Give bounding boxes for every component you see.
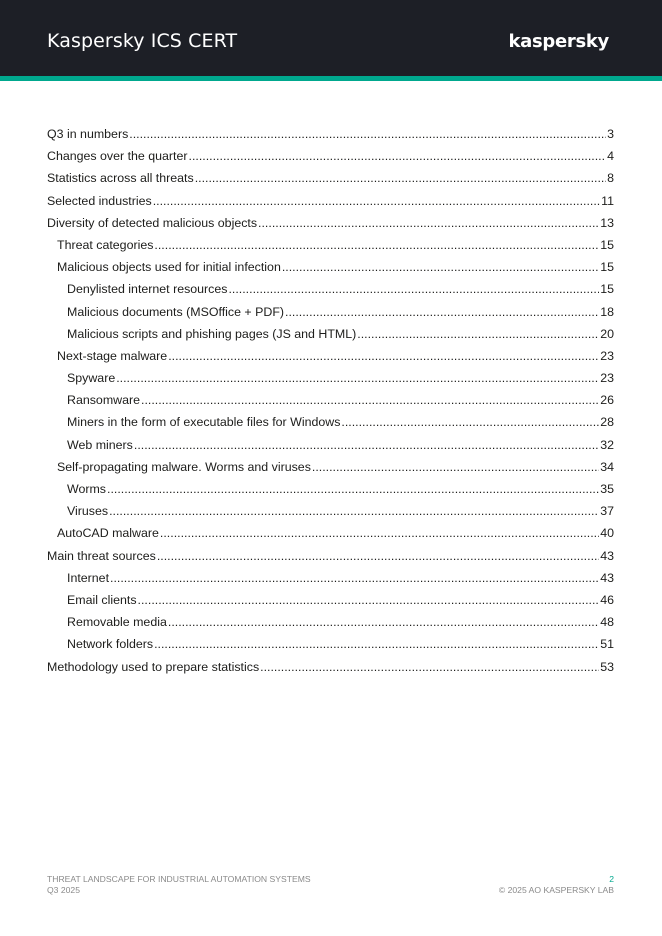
toc-dot-leader xyxy=(154,633,599,655)
footer-left xyxy=(47,874,311,896)
toc-entry-title: AutoCAD malware xyxy=(57,526,159,541)
toc-entry[interactable] xyxy=(47,567,614,589)
toc-entry-title: Malicious documents (MSOffice + PDF) xyxy=(67,304,285,319)
toc-entry-title: Malicious objects used for initial infection xyxy=(57,260,281,275)
toc-entry[interactable] xyxy=(47,367,614,389)
footer-page-number: 2 xyxy=(609,874,614,884)
toc-entry-page: 46 xyxy=(600,592,614,607)
toc-entry-page: 40 xyxy=(600,526,614,541)
toc-entry-title: Diversity of detected malicious objects xyxy=(47,215,258,230)
toc-entry-page: 4 xyxy=(607,149,614,164)
toc-entry-title: Removable media xyxy=(67,615,167,630)
toc-entry-page: 23 xyxy=(600,348,614,363)
toc-entry[interactable] xyxy=(47,633,614,655)
toc-entry[interactable] xyxy=(47,190,614,212)
toc-entry-page: 3 xyxy=(607,127,614,141)
toc-entry[interactable] xyxy=(47,411,614,433)
toc-entry[interactable] xyxy=(47,500,614,522)
footer-right xyxy=(499,874,614,896)
toc-dot-leader xyxy=(110,567,599,589)
toc-entry-title: Internet xyxy=(67,570,110,585)
toc-dot-leader xyxy=(195,167,606,189)
toc-entry-page: 15 xyxy=(600,282,614,297)
toc-entry-page: 51 xyxy=(600,637,614,652)
toc-entry[interactable] xyxy=(47,478,614,500)
footer-period: Q3 2025 xyxy=(47,885,80,895)
toc-dot-leader xyxy=(168,611,599,633)
toc-dot-leader xyxy=(312,456,599,478)
toc-entry-page: 15 xyxy=(600,237,614,252)
toc-entry-page: 18 xyxy=(600,304,614,319)
toc-entry-page: 35 xyxy=(600,482,614,496)
toc-entry-page: 15 xyxy=(600,260,614,275)
toc-entry-title: Spyware xyxy=(67,371,116,386)
toc-entry-title: Main threat sources xyxy=(47,548,156,563)
toc-entry-page: 37 xyxy=(600,504,614,519)
toc-dot-leader xyxy=(160,522,599,544)
toc-entry-page: 48 xyxy=(600,615,614,630)
toc-entry-page: 23 xyxy=(600,371,614,386)
toc-dot-leader xyxy=(134,434,599,456)
toc-dot-leader xyxy=(260,656,599,678)
toc-dot-leader xyxy=(168,345,599,367)
toc-entry-page: 53 xyxy=(600,659,614,674)
toc-dot-leader xyxy=(228,278,599,300)
toc-entry-title: Miners in the form of executable files for Windows xyxy=(67,415,341,430)
toc-entry-title: Worms xyxy=(67,482,107,496)
toc-entry[interactable] xyxy=(47,589,614,611)
table-of-contents xyxy=(47,123,614,678)
page-header xyxy=(0,0,662,76)
toc-entry-title: Email clients xyxy=(67,592,137,607)
toc-entry-title: Denylisted internet resources xyxy=(67,282,228,297)
report-brand-title: Kaspersky ICS CERT xyxy=(47,30,238,52)
toc-entry-title: Ransomware xyxy=(67,393,140,408)
toc-entry-page: 11 xyxy=(601,193,614,208)
toc-entry[interactable] xyxy=(47,323,614,345)
toc-dot-leader xyxy=(129,123,606,145)
footer-copyright: © 2025 AO KASPERSKY LAB xyxy=(498,885,614,895)
toc-entry[interactable] xyxy=(47,167,614,189)
toc-entry-title: Q3 in numbers xyxy=(47,127,129,141)
toc-entry[interactable] xyxy=(47,212,614,234)
toc-entry-title: Web miners xyxy=(67,437,133,452)
toc-entry[interactable] xyxy=(47,256,614,278)
toc-dot-leader xyxy=(258,212,599,234)
toc-entry-page: 32 xyxy=(600,437,614,452)
toc-entry-title: Changes over the quarter xyxy=(47,149,188,164)
toc-entry[interactable] xyxy=(47,234,614,256)
toc-dot-leader xyxy=(153,190,600,212)
toc-dot-leader xyxy=(116,367,599,389)
toc-entry-title: Malicious scripts and phishing pages (JS and HTML) xyxy=(67,326,357,341)
toc-dot-leader xyxy=(109,500,599,522)
toc-dot-leader xyxy=(157,545,599,567)
toc-entry[interactable] xyxy=(47,545,614,567)
toc-entry[interactable] xyxy=(47,611,614,633)
toc-entry[interactable] xyxy=(47,456,614,478)
toc-entry-title: Next-stage malware xyxy=(57,348,168,363)
toc-entry[interactable] xyxy=(47,389,614,411)
toc-dot-leader xyxy=(154,234,599,256)
toc-entry-page: 43 xyxy=(600,570,614,585)
toc-entry[interactable] xyxy=(47,345,614,367)
toc-entry-title: Network folders xyxy=(67,637,154,652)
toc-entry-page: 20 xyxy=(600,326,614,341)
toc-entry[interactable] xyxy=(47,434,614,456)
toc-entry-page: 28 xyxy=(600,415,614,430)
toc-entry[interactable] xyxy=(47,278,614,300)
toc-dot-leader xyxy=(189,145,607,167)
toc-entry-title: Statistics across all threats xyxy=(47,171,194,186)
toc-entry-page: 43 xyxy=(600,548,614,563)
toc-entry-title: Threat categories xyxy=(57,237,154,252)
toc-entry[interactable] xyxy=(47,522,614,544)
toc-dot-leader xyxy=(285,301,599,323)
toc-entry-title: Viruses xyxy=(67,504,109,519)
toc-dot-leader xyxy=(282,256,599,278)
toc-dot-leader xyxy=(107,478,599,500)
toc-entry-page: 8 xyxy=(607,171,614,186)
toc-entry-page: 34 xyxy=(600,459,614,474)
kaspersky-logo: kaspersky xyxy=(508,31,609,52)
toc-dot-leader xyxy=(341,411,599,433)
footer-doc-title: THREAT LANDSCAPE FOR INDUSTRIAL AUTOMATION SYSTEMS xyxy=(47,874,311,884)
toc-dot-leader xyxy=(141,389,599,411)
toc-entry[interactable] xyxy=(47,656,614,678)
toc-dot-leader xyxy=(357,323,599,345)
toc-entry-title: Methodology used to prepare statistics xyxy=(47,659,260,674)
toc-entry-page: 13 xyxy=(600,215,614,230)
toc-dot-leader xyxy=(138,589,600,611)
toc-entry[interactable] xyxy=(47,145,614,167)
toc-entry-title: Selected industries xyxy=(47,193,152,208)
toc-entry-title: Self-propagating malware. Worms and viruses xyxy=(57,459,311,474)
header-accent-stripe xyxy=(0,76,662,81)
toc-entry[interactable] xyxy=(47,301,614,323)
toc-entry[interactable] xyxy=(47,123,614,145)
toc-entry-page: 26 xyxy=(600,393,614,408)
